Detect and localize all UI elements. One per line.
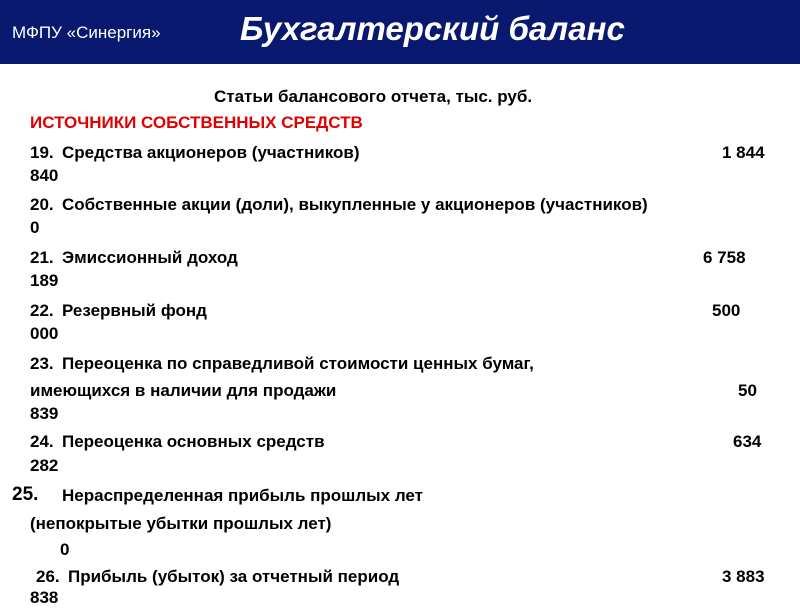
item-22-label: Резервный фонд	[62, 301, 207, 320]
item-23-label: Переоценка по справедливой стоимости ценных бумаг,	[62, 354, 534, 373]
item-24-value-part1: 634	[733, 432, 762, 451]
item-22-number: 22.	[30, 301, 54, 320]
item-22-value-part1: 500	[712, 301, 741, 320]
org-name: МФПУ «Синергия»	[12, 23, 161, 42]
item-21-label: Эмиссионный доход	[62, 248, 238, 267]
item-23-number: 23.	[30, 354, 54, 373]
item-21-number: 21.	[30, 248, 54, 267]
item-26-number: 26.	[36, 567, 60, 586]
item-25-number: 25.	[12, 484, 39, 505]
item-25-label: Нераспределенная прибыль прошлых лет	[62, 486, 423, 505]
item-23-value-part1: 50	[738, 381, 757, 400]
item-22-value-part2: 000	[30, 324, 59, 343]
item-19-value-part1: 1 844	[722, 143, 765, 162]
item-23-value-part2: 839	[30, 404, 59, 423]
item-26-label: Прибыль (убыток) за отчетный период	[68, 567, 400, 586]
section-title: ИСТОЧНИКИ СОБСТВЕННЫХ СРЕДСТВ	[30, 113, 363, 132]
item-26-value-part2: 838	[30, 588, 59, 607]
page-title: Бухгалтерский баланс	[240, 10, 625, 47]
item-20-number: 20.	[30, 195, 54, 214]
header-bar	[0, 0, 800, 64]
item-26-value-part1: 3 883	[722, 567, 765, 586]
item-19-number: 19.	[30, 143, 54, 162]
item-20-value: 0	[30, 218, 40, 237]
item-25-label-line2: (непокрытые убытки прошлых лет)	[30, 514, 332, 533]
item-24-label: Переоценка основных средств	[62, 432, 325, 451]
item-24-number: 24.	[30, 432, 54, 451]
item-20-label: Собственные акции (доли), выкупленные у акционеров (участников)	[62, 195, 648, 214]
item-19-value-part2: 840	[30, 166, 59, 185]
item-25-value: 0	[60, 540, 70, 559]
item-21-value-part1: 6 758	[703, 248, 746, 267]
table-subtitle: Статьи балансового отчета, тыс. руб.	[214, 87, 533, 106]
item-19-label: Средства акционеров (участников)	[62, 143, 360, 162]
item-21-value-part2: 189	[30, 271, 59, 290]
item-24-value-part2: 282	[30, 456, 59, 475]
item-23-label-line2: имеющихся в наличии для продажи	[30, 381, 337, 400]
